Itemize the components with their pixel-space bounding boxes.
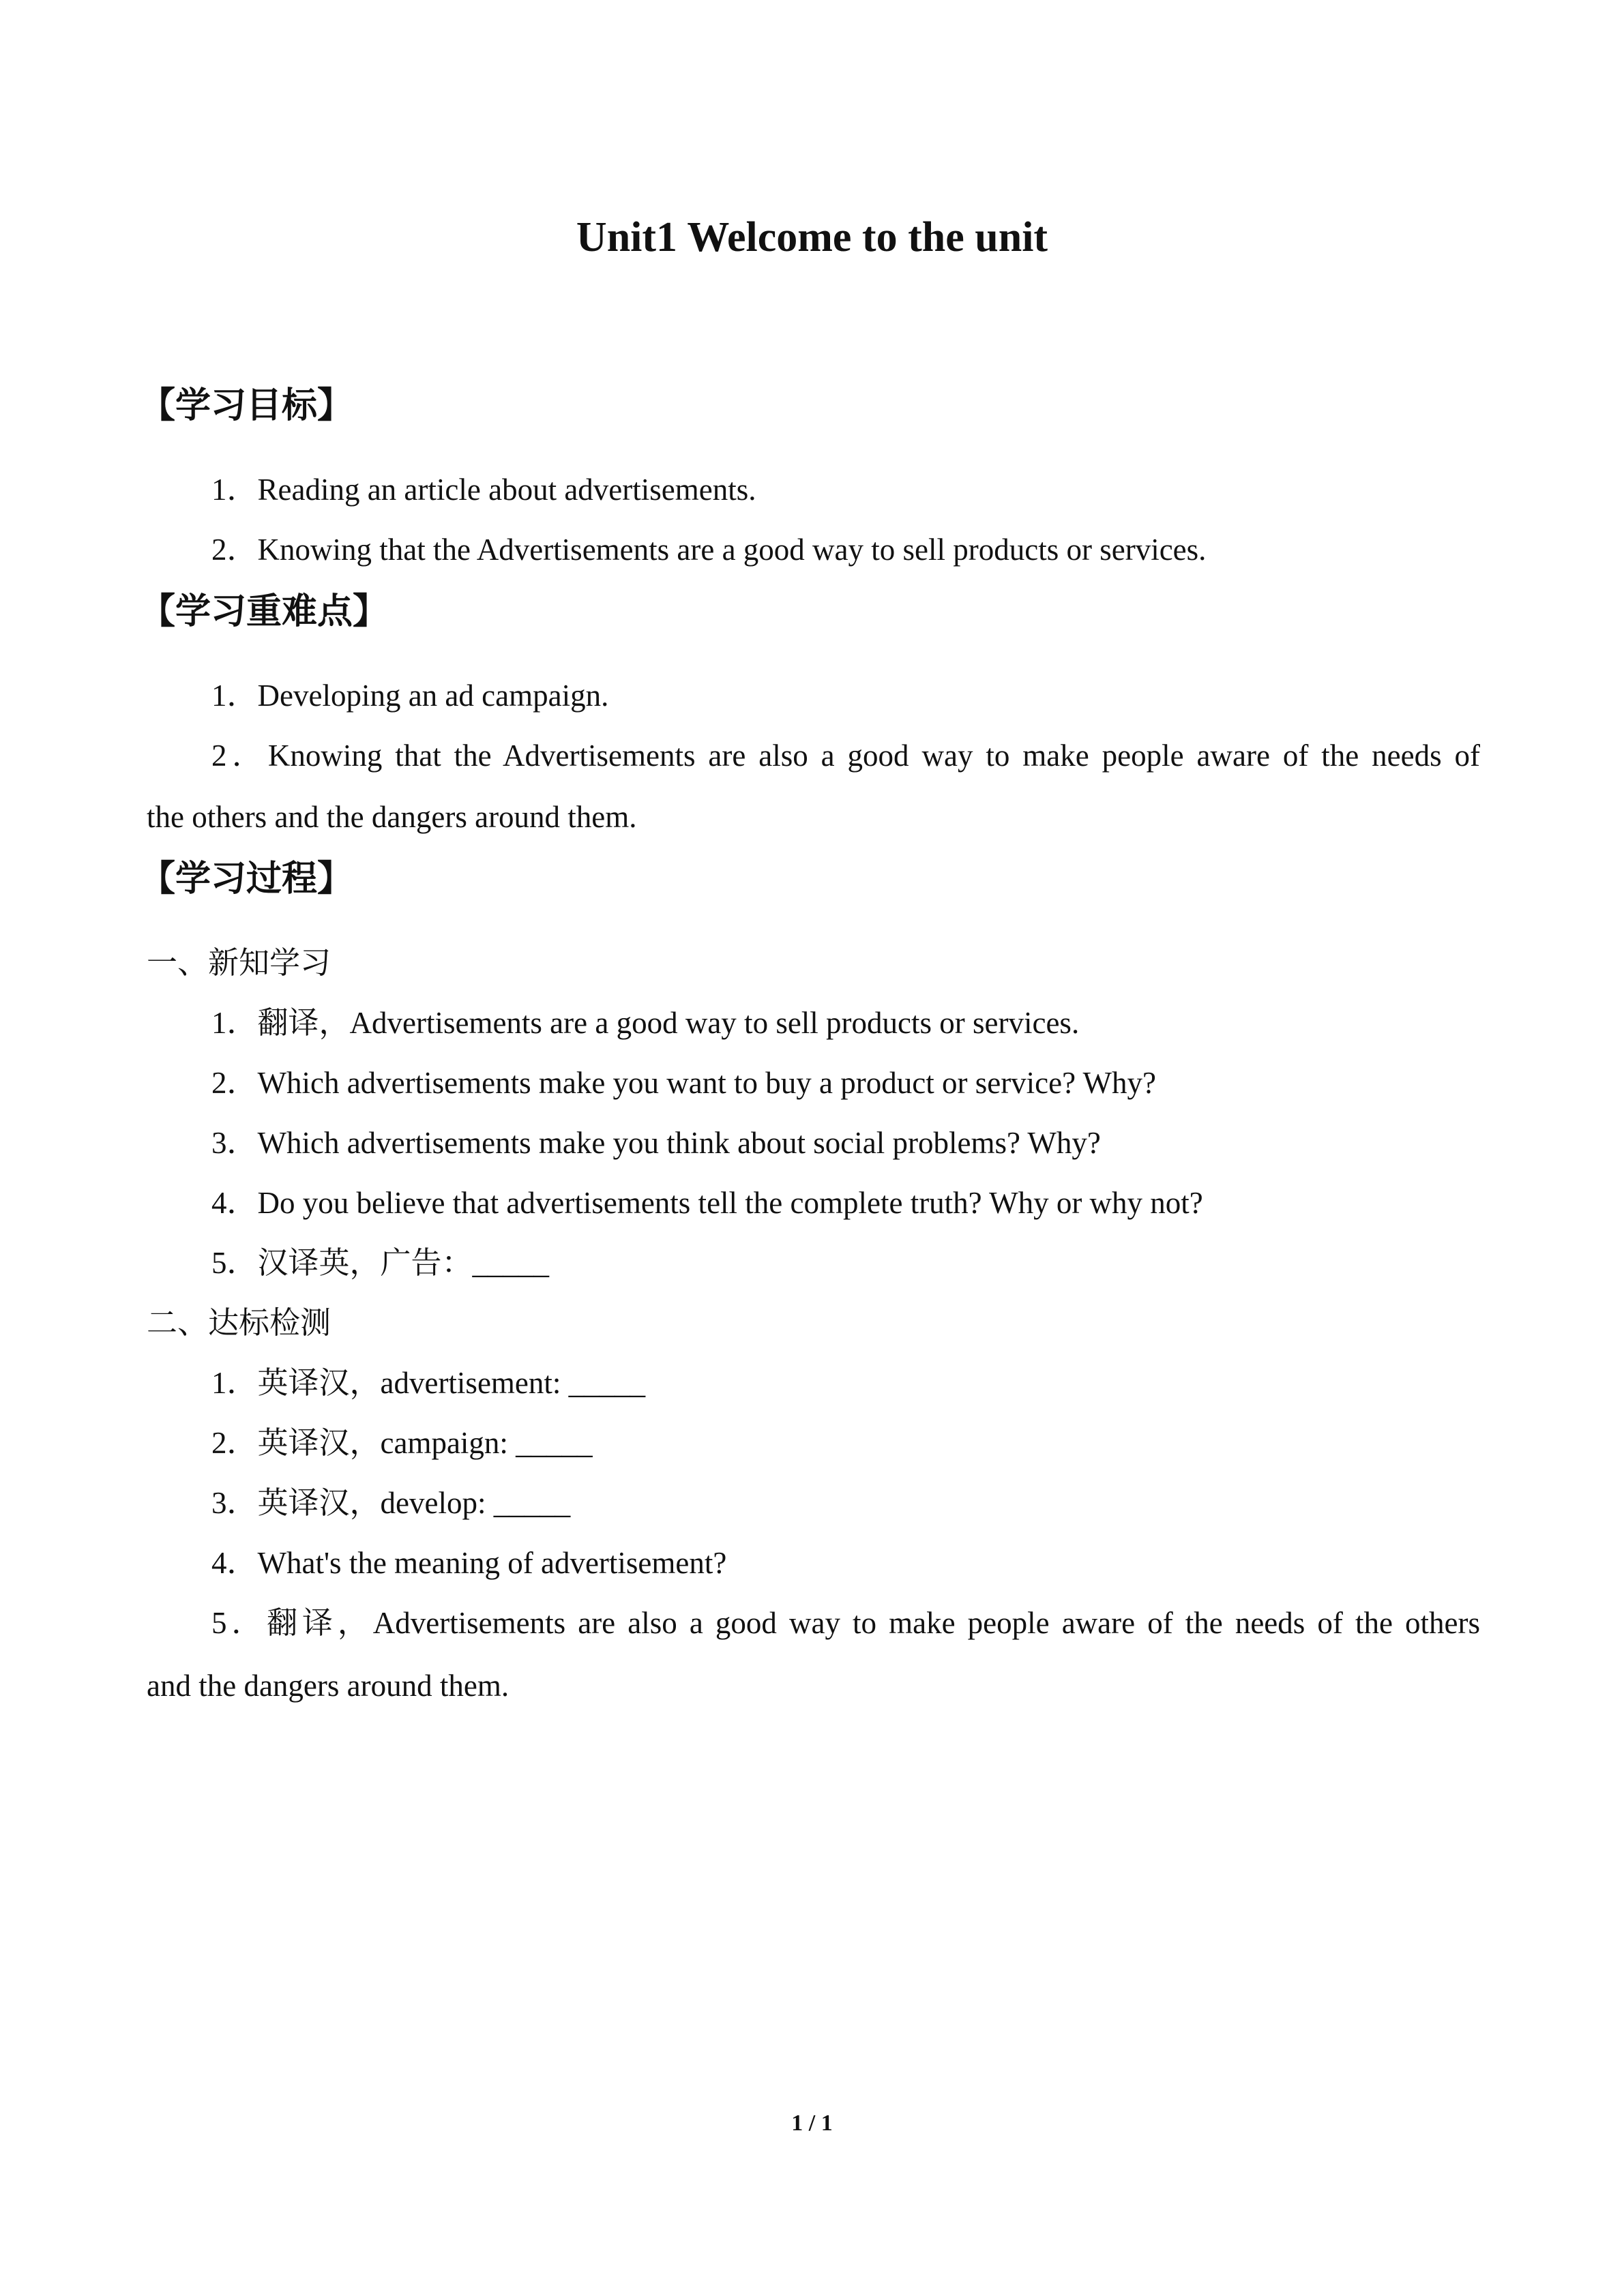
process-part2-label: 二、达标检测 — [147, 1306, 331, 1340]
process-part1-label: 一、新知学习 — [147, 946, 331, 980]
objective-item-1: 1．Reading an article about advertisements. — [211, 473, 756, 507]
section-heading-objectives: 【学习目标】 — [140, 385, 353, 426]
part2-item-3: 3．英译汉，develop: _____ — [211, 1486, 571, 1520]
section-heading-process: 【学习过程】 — [140, 859, 353, 899]
part2-item-4: 4．What's the meaning of advertisement? — [211, 1546, 727, 1580]
part2-item-5: 5．翻译，Advertisements are also a good way to make people aware of the needs of the others — [211, 1606, 1480, 1640]
part1-item-5: 5．汉译英，广告：_____ — [211, 1246, 550, 1280]
part2-item-5-continued: and the dangers around them. — [147, 1669, 510, 1703]
part1-item-3: 3．Which advertisements make you think about social problems? Why? — [211, 1126, 1101, 1160]
part1-item-1: 1．翻译，Advertisements are a good way to sell products or services. — [211, 1006, 1080, 1040]
part1-item-4: 4．Do you believe that advertisements tell the complete truth? Why or why not? — [211, 1186, 1203, 1220]
key-point-item-2-continued: the others and the dangers around them. — [147, 800, 637, 834]
page-number: 1 / 1 — [791, 2111, 833, 2136]
objective-item-2: 2．Knowing that the Advertisements are a good way to sell products or services. — [211, 533, 1207, 567]
key-point-item-1: 1．Developing an ad campaign. — [211, 679, 609, 713]
key-point-item-2: 2．Knowing that the Advertisements are also a good way to make people aware of the needs of — [211, 739, 1480, 773]
document-title: Unit1 Welcome to the unit — [576, 214, 1048, 260]
section-heading-key-points: 【学习重难点】 — [140, 591, 389, 632]
part2-item-2: 2．英译汉，campaign: _____ — [211, 1426, 593, 1460]
part2-item-1: 1．英译汉，advertisement: _____ — [211, 1366, 646, 1400]
part1-item-2: 2．Which advertisements make you want to buy a product or service? Why? — [211, 1066, 1156, 1100]
